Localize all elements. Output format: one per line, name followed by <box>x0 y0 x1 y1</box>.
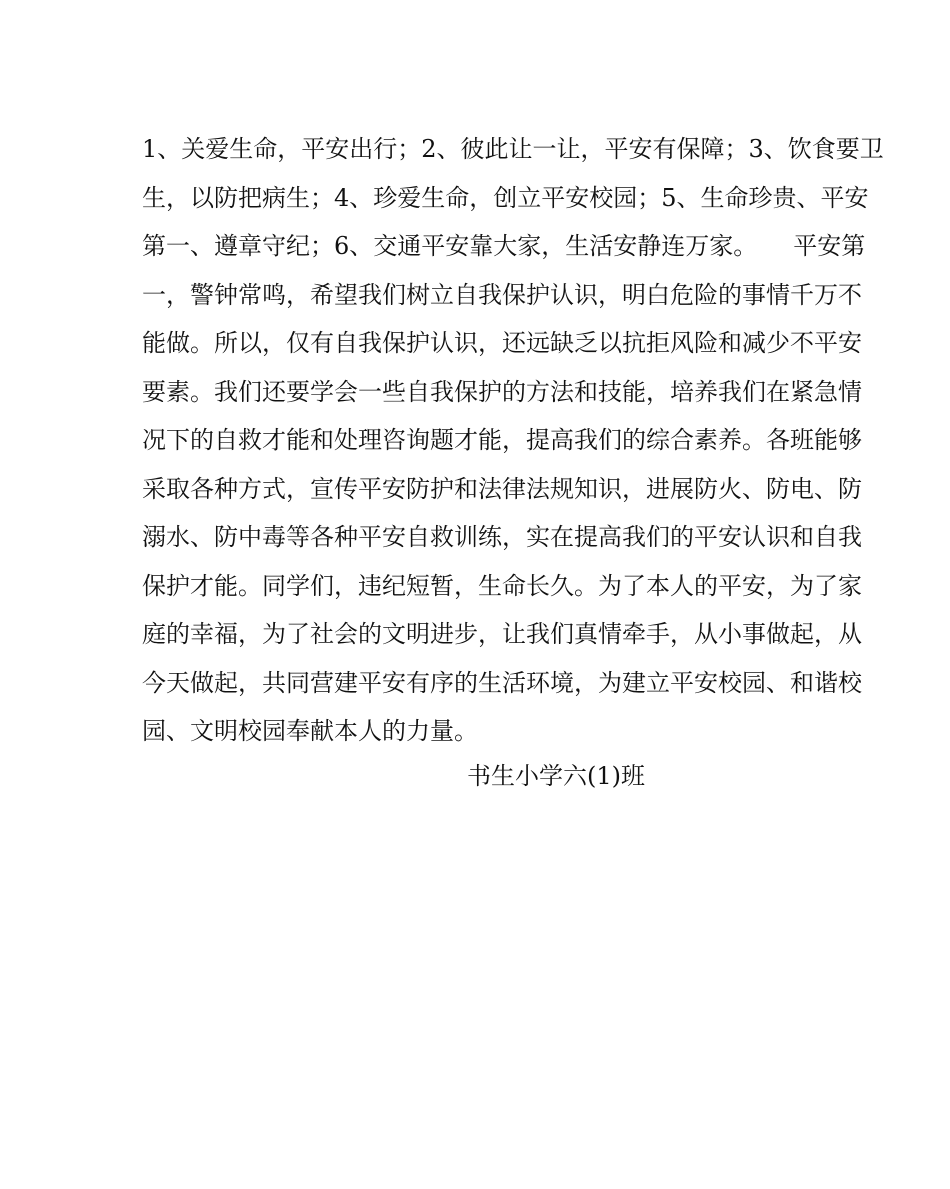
text-line: 一，警钟常鸣，希望我们树立自我保护认识，明白危险的事情千万不 <box>142 280 862 309</box>
text-line: 保护才能。同学们，违纪短暂，生命长久。为了本人的平安，为了家 <box>142 571 862 600</box>
text-line: 第一、遵章守纪；6、交通平安靠大家，生活安静连万家。 平安第 <box>142 232 866 260</box>
text-line: 生，以防把病生；4、珍爱生命，创立平安校园；5、生命珍贵、平安 <box>142 183 869 212</box>
text-line: 溺水、防中毒等各种平安自救训练，实在提高我们的平安认识和自我 <box>142 523 862 551</box>
text-line: 1、关爱生命，平安出行；2、彼此让一让，平安有保障；3、饮食要卫 <box>142 135 884 163</box>
document-body <box>142 125 884 756</box>
text-line: 要素。我们还要学会一些自我保护的方法和技能，培养我们在紧急情 <box>142 377 862 406</box>
text-line: 况下的自救才能和处理咨询题才能，提高我们的综合素养。各班能够 <box>142 426 862 454</box>
text-line: 能做。所以，仅有自我保护认识，还远缺乏以抗拒风险和减少不平安 <box>142 329 862 357</box>
text-line: 园、文明校园奉献本人的力量。 <box>142 717 478 745</box>
text-line: 庭的幸福，为了社会的文明进步，让我们真情牵手，从小事做起，从 <box>142 620 862 648</box>
text-line: 采取各种方式，宣传平安防护和法律法规知识，进展防火、防电、防 <box>142 474 862 503</box>
signature: 书生小学六(1)班 <box>467 762 645 790</box>
text-line: 今天做起，共同营建平安有序的生活环境，为建立平安校园、和谐校 <box>142 668 862 697</box>
